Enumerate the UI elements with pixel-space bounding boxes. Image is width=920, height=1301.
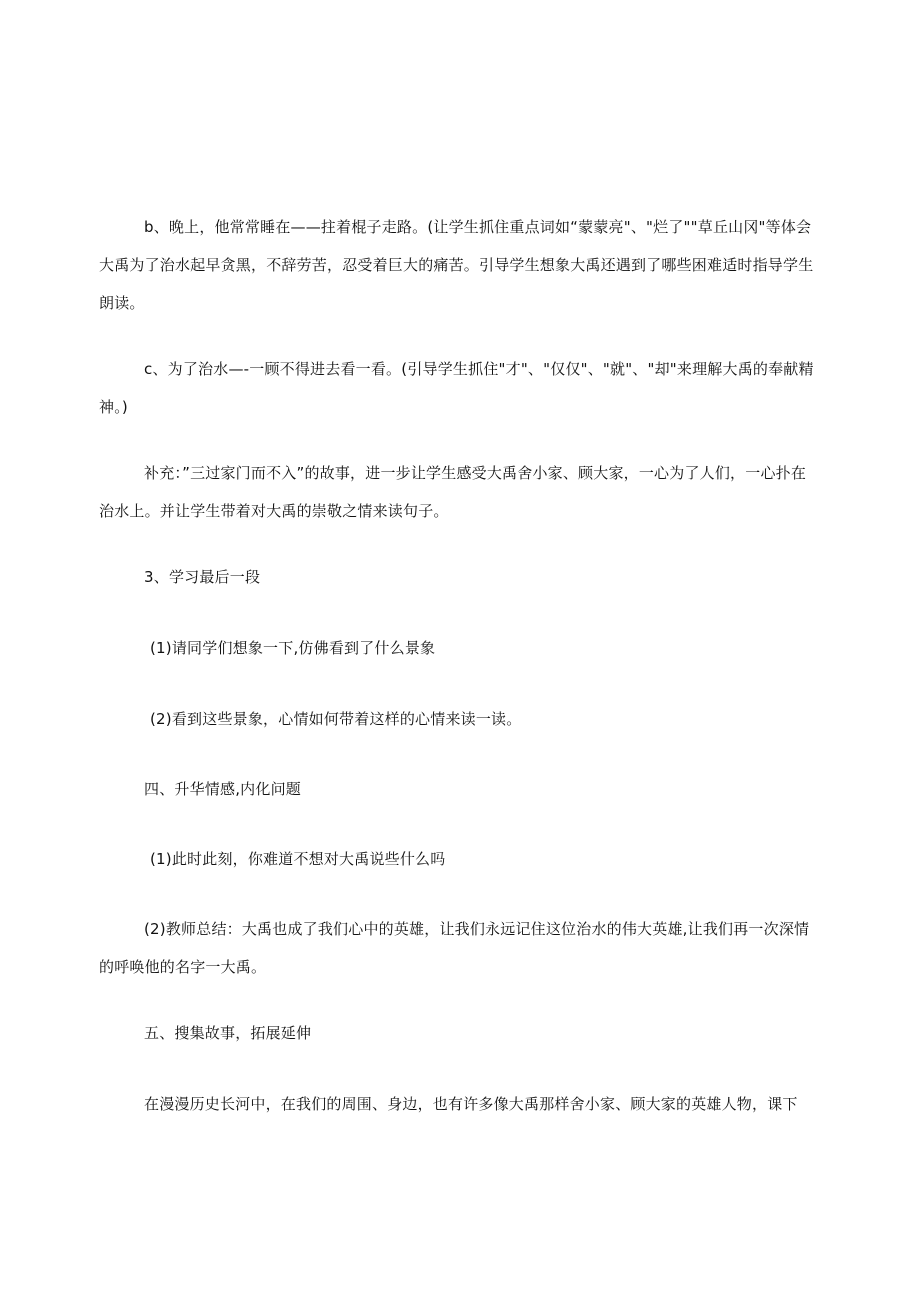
section-heading-sublimate-emotion: 四、升华情感,内化问题 [144, 780, 301, 798]
section-heading-last-paragraph: 3、学习最后一段 [144, 568, 261, 586]
list-item-speak-to-dayu: (1)此时此刻，你难道不想对大禹说些什么吗 [150, 850, 446, 868]
section-heading-collect-stories: 五、搜集故事，拓展延伸 [144, 1024, 312, 1042]
paragraph-supplement-story: 补充：”三过家门而不入”的故事，进一步让学生感受大禹舍小家、顾大家，一心为了人们，一心扑在治水上。并让学生带着对大禹的崇敬之情来读句子。 [99, 464, 807, 520]
list-item-read-with-feeling: (2)看到这些景象，心情如何带着这样的心情来读一读。 [150, 710, 522, 728]
paragraph-teacher-summary: (2)教师总结：大禹也成了我们心中的英雄，让我们永远记住这位治水的伟大英雄,让我们再一次深情的呼唤他的名字一大禹。 [99, 920, 810, 976]
paragraph-c-no-time-to-enter: c、为了治水—-一顾不得进去看一看。(引导学生抓住"才"、"仅仅"、"就"、"却"来理解大禹的奉献精神。) [99, 360, 814, 416]
paragraph-history-river: 在漫漫历史长河中，在我们的周围、身边，也有许多像大禹那样舍小家、顾大家的英雄人物，课下 [144, 1095, 798, 1113]
paragraph-b-night-sleep: b、晚上，他常常睡在——拄着棍子走路。(让学生抓住重点词如“蒙蒙亮"、"烂了""草丘山冈"等体会大禹为了治水起早贪黑，不辞劳苦，忍受着巨大的痛苦。引导学生想象大禹还遇到了哪些困难适时指导学生朗读。 [99, 218, 814, 312]
list-item-imagine-scene: (1)请同学们想象一下,仿佛看到了什么景象 [150, 639, 436, 657]
